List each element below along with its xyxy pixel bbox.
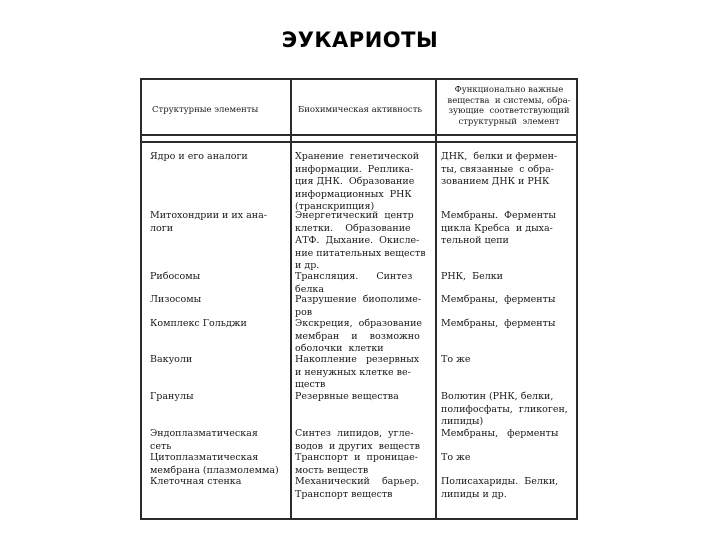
page-title: ЭУКАРИОТЫ <box>281 28 439 52</box>
cell-substances: Мембраны. Ферменты цикла Кребса и дыха- тельной цепи <box>441 210 556 246</box>
cell-activity: Трансляция. Синтез белка <box>295 271 413 295</box>
cell-activity: Транспорт и проницае- мость веществ <box>295 452 418 476</box>
cell-structure: Ядро и его аналоги <box>150 151 248 162</box>
header-divider <box>142 141 576 143</box>
cell-activity: Энергетический центр клетки. Образование АТФ. Дыхание. Окисле- ние питательных веществ и др. <box>295 210 426 271</box>
cell-substances: То же <box>441 452 471 463</box>
cell-substances: РНК, Белки <box>441 271 503 282</box>
cell-activity: Экскреция, образование мембран и возможно оболочки клетки <box>295 318 423 354</box>
cell-substances: Мембраны, ферменты <box>441 318 556 329</box>
cell-activity: Резервные вещества <box>295 391 399 402</box>
organelles-table <box>140 78 578 520</box>
cell-structure: Рибосомы <box>150 271 201 282</box>
cell-structure: Цитоплазматическая мембрана (плазмолемма) <box>150 452 279 476</box>
cell-activity: Накопление резервных и ненужных клетке ве- ществ <box>295 354 420 390</box>
cell-activity: Разрушение биополиме- ров <box>295 294 422 318</box>
header-structure: Структурные элементы <box>152 105 259 115</box>
cell-structure: Клеточная стенка <box>150 476 242 487</box>
header-substances: Функционально важные вещества и системы, обра- зующие соответствующий структурный элемент <box>447 85 571 127</box>
cell-substances: Мембраны, ферменты <box>441 294 556 305</box>
cell-structure: Лизосомы <box>150 294 202 305</box>
header-divider <box>142 134 576 136</box>
cell-substances: ДНК, белки и фермен- ты, связанные с обра- зованием ДНК и РНК <box>441 151 558 187</box>
cell-substances: То же <box>441 354 471 365</box>
cell-substances: Мембраны, ферменты <box>441 428 559 439</box>
cell-substances: Волютин (РНК, белки, полифосфаты, гликоген, липиды) <box>441 391 568 427</box>
column-divider <box>435 80 437 518</box>
cell-activity: Механический барьер. Транспорт веществ <box>295 476 420 500</box>
cell-structure: Гранулы <box>150 391 194 402</box>
cell-structure: Митохондрии и их ана- логи <box>150 210 267 234</box>
cell-activity: Хранение генетической информации. Реплика- ция ДНК. Образование информационных РНК (транскрипция) <box>295 151 420 212</box>
cell-substances: Полисахариды. Белки, липиды и др. <box>441 476 559 500</box>
column-divider <box>290 80 292 518</box>
cell-activity: Синтез липидов, угле- водов и других веществ <box>295 428 420 452</box>
header-activity: Биохимическая активность <box>298 105 423 115</box>
cell-structure: Эндоплазматическая сеть <box>150 428 258 452</box>
cell-structure: Комплекс Гольджи <box>150 318 247 329</box>
cell-structure: Вакуоли <box>150 354 193 365</box>
